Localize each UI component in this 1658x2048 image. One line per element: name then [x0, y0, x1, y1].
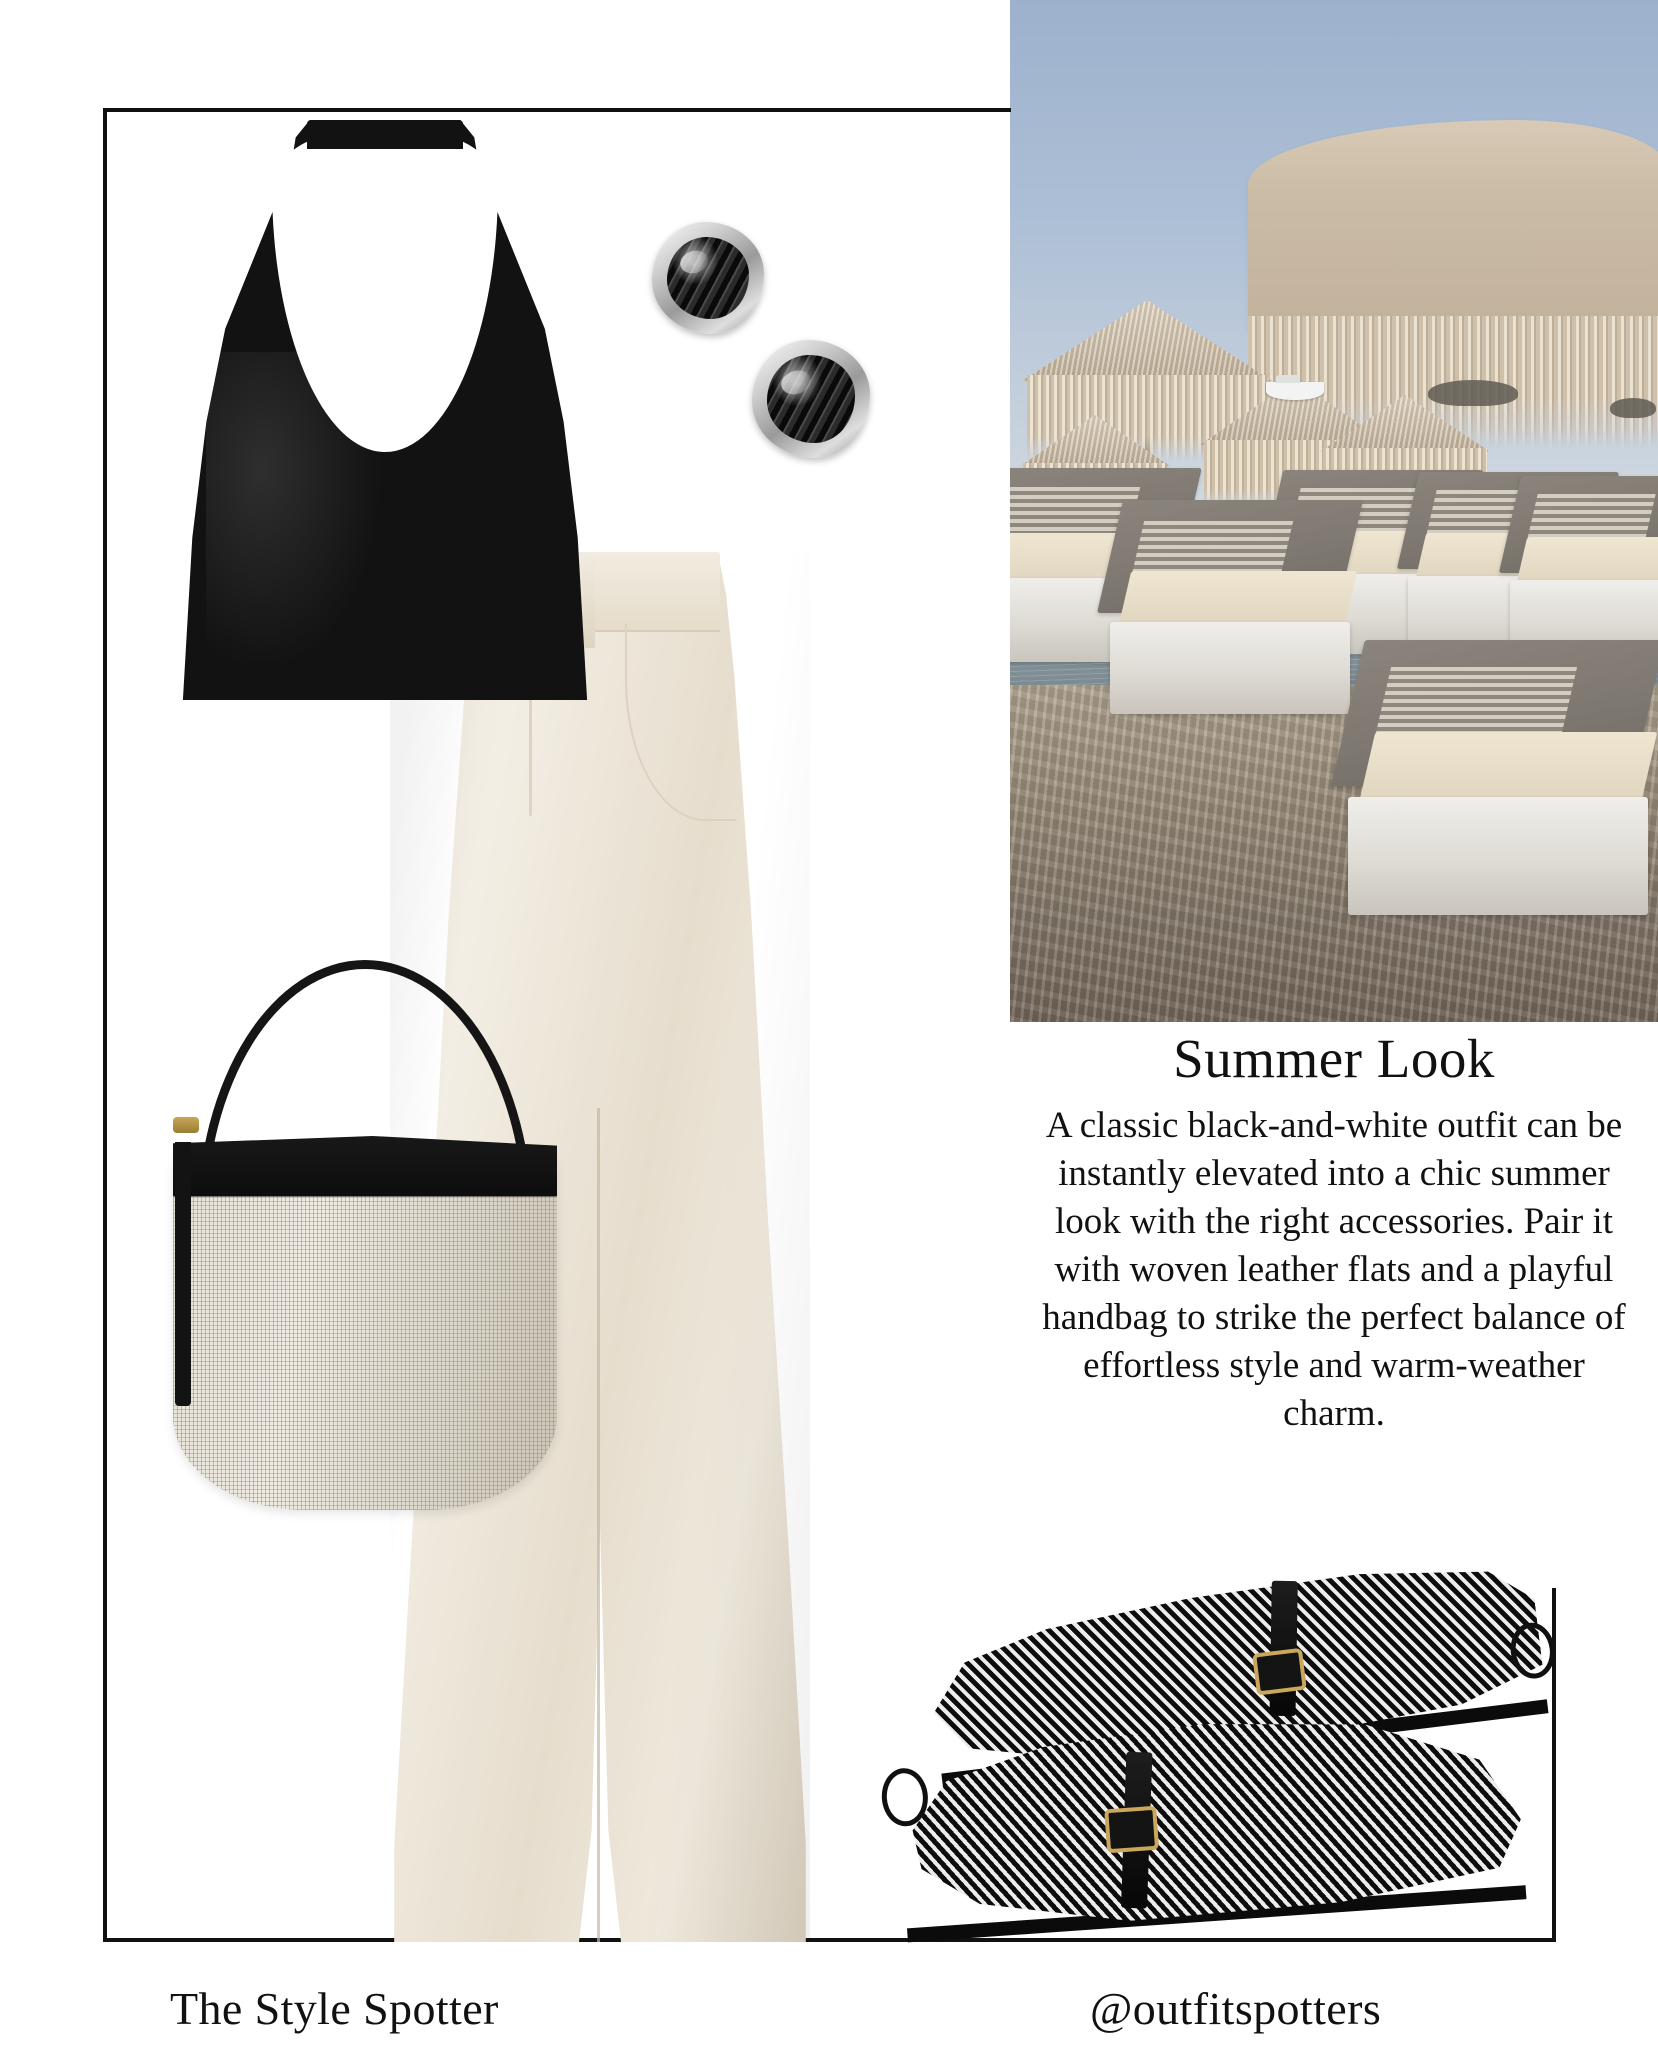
umbrella-canopy — [1022, 300, 1272, 381]
beach-photo — [1010, 0, 1658, 1022]
rock — [1428, 380, 1518, 406]
brand-name: The Style Spotter — [170, 1982, 499, 2034]
social-handle[interactable]: @outfitspotters — [1090, 1982, 1382, 2034]
article-text-block — [1010, 1030, 1658, 1438]
shoe-buckle-icon — [1252, 1648, 1307, 1696]
bag-woven-body — [173, 1147, 557, 1510]
earring-marble-stone — [667, 237, 750, 320]
halter-neck-strap — [307, 120, 462, 149]
shoe-buckle-icon — [1104, 1806, 1159, 1854]
rock — [1610, 398, 1656, 418]
frame-border-top — [103, 108, 1011, 112]
article-body: A classic black-and-white outfit can be instantly elevated into a chic summer look with the right accessories. Pair it with woven leather flats and a playful handbag to strike the perfect balance of effortless style and warm-weather charm. — [1042, 1104, 1626, 1435]
umbrella-canopy — [1020, 415, 1170, 466]
frame-border-left — [103, 108, 107, 1942]
frame-border-bottom — [103, 1938, 1556, 1942]
lounger-base — [1348, 797, 1648, 916]
sun-lounger-icon — [1110, 500, 1350, 710]
black-halter-top — [150, 120, 620, 700]
mesh-mary-jane-flats — [900, 1570, 1560, 1930]
earring-icon — [752, 340, 870, 458]
boat-icon — [1266, 382, 1324, 400]
footer — [0, 1968, 1658, 2048]
sun-lounger-icon — [1348, 640, 1648, 910]
earring-marble-stone — [767, 355, 854, 442]
fringed-canopy-icon — [1248, 120, 1658, 330]
earring-icon — [652, 222, 764, 334]
bag-strap-tail — [175, 1142, 191, 1406]
lounger-base — [1110, 622, 1350, 714]
shoe-front — [894, 1699, 1526, 1937]
sun-lounger-icon — [1510, 476, 1658, 656]
bag-leather-trim — [173, 1136, 557, 1197]
jeans-inseam — [597, 1108, 600, 1942]
woven-bucket-bag — [165, 960, 565, 1510]
page-title: Summer Look — [1173, 1028, 1495, 1089]
bag-buckle-icon — [173, 1117, 199, 1133]
